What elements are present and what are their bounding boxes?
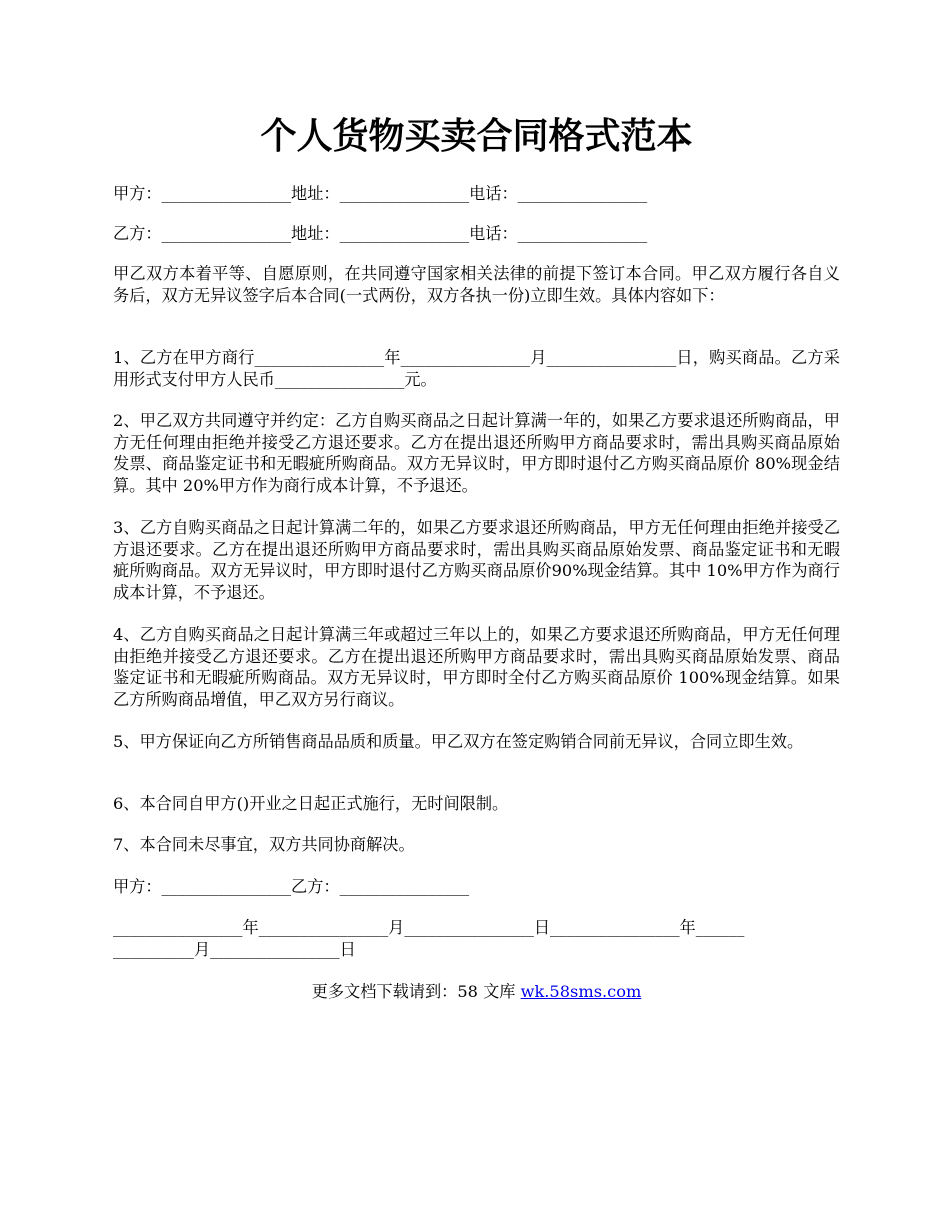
clause-3: 3、乙方自购买商品之日起计算满二年的，如果乙方要求退还所购商品，甲方无任何理由拒绝并接受乙方退还要求。乙方在提出退还所购甲方商品要求时，需出具购买商品原始发票、商品鉴定证书和无暇疵所购商品。双方无异议时，甲方即时退付乙方购买商品原价90%现金结算。其中 10%甲方作为商行成本计算，不予退还。 xyxy=(113,518,840,603)
clause-2: 2、甲乙双方共同遵守并约定：乙方自购买商品之日起计算满一年的，如果乙方要求退还所购商品，甲方无任何理由拒绝并接受乙方退还要求。乙方在提出退还所购甲方商品要求时，需出具购买商品原始发票、商品鉴定证书和无暇疵所购商品。双方无异议时，甲方即时退付乙方购买商品原价 80%现金结算。其中 20%甲方作为商行成本计算，不予退还。 xyxy=(113,411,840,496)
document-title: 个人货物买卖合同格式范本 xyxy=(260,115,693,157)
clause-7: 7、本合同未尽事宜，双方共同协商解决。 xyxy=(113,835,415,854)
clause-4: 4、乙方自购买商品之日起计算满三年或超过三年以上的，如果乙方要求退还所购商品，甲方无任何理由拒绝并接受乙方退还要求。乙方在提出退还所购甲方商品要求时，需出具购买商品原始发票、商品鉴定证书和无暇疵所购商品。双方无异议时，甲方即时全付乙方购买商品原价 100%现金结算。如果乙方所购商品增值，甲乙双方另行商议。 xyxy=(113,625,840,710)
date-line-2: __________月________________日 xyxy=(113,940,356,959)
footer-text: 更多文档下载请到：58 文库 xyxy=(311,982,521,1001)
clause-1: 1、乙方在甲方商行________________年________________月________________日，购买商品。乙方采用形式支付甲方人民币________________元。 xyxy=(113,348,840,389)
clause-6: 6、本合同自甲方()开业之日起正式施行，无时间限制。 xyxy=(113,794,509,813)
party-a-line: 甲方：________________地址：________________电话：________________ xyxy=(113,184,648,203)
party-b-line: 乙方：________________地址：________________电话：________________ xyxy=(113,224,648,243)
signature-line: 甲方：________________乙方：________________ xyxy=(113,877,470,896)
footer-link[interactable]: wk.58sms.com xyxy=(520,982,642,1001)
footer xyxy=(113,981,840,1003)
date-line-1: ________________年________________月________________日________________年______ xyxy=(113,918,745,937)
intro-paragraph: 甲乙双方本着平等、自愿原则，在共同遵守国家相关法律的前提下签订本合同。甲乙双方履行各自义务后，双方无异议签字后本合同(一式两份，双方各执一份)立即生效。具体内容如下： xyxy=(113,264,840,305)
clause-5: 5、甲方保证向乙方所销售商品品质和质量。甲乙双方在签定购销合同前无异议，合同立即生效。 xyxy=(113,732,804,751)
